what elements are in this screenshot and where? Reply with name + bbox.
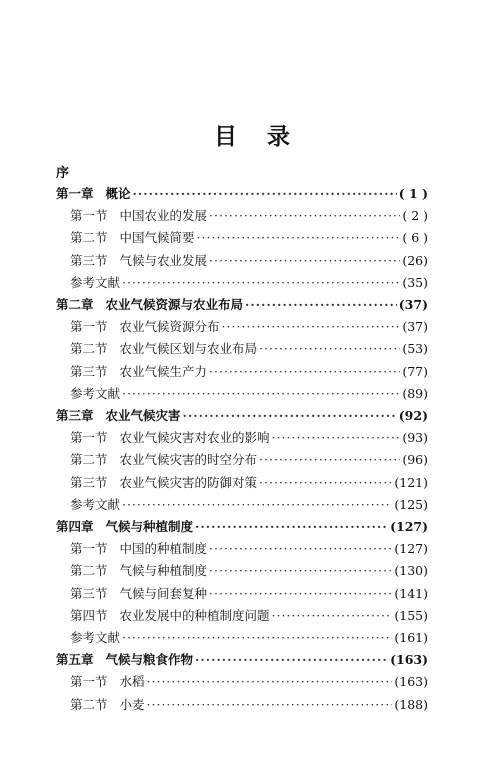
toc-page-number: (92) <box>398 408 428 423</box>
toc-title: 气候与种植制度 <box>105 519 194 534</box>
toc-title: 农业气候灾害的时空分布 <box>119 452 258 468</box>
toc-label: 参考文献 <box>70 274 121 290</box>
dot-leader <box>222 316 401 338</box>
toc-label: 第二章 <box>56 297 94 312</box>
toc-section-row <box>0 605 504 627</box>
toc-label: 参考文献 <box>70 630 121 645</box>
toc-title: 概论 <box>105 186 131 201</box>
toc-label: 第三节 <box>70 252 108 268</box>
toc-label: 参考文献 <box>70 496 121 512</box>
dot-leader <box>209 250 400 272</box>
dot-leader <box>122 383 400 405</box>
dot-leader <box>147 671 393 693</box>
toc-section-row <box>0 361 504 383</box>
dot-leader <box>122 494 392 516</box>
toc-section-row <box>0 538 504 560</box>
toc-title: 气候与间套复种 <box>119 585 208 601</box>
toc-reference-row <box>0 272 504 294</box>
toc-page-number: (96) <box>402 452 428 468</box>
toc-page-number: (53) <box>402 341 428 357</box>
toc-reference-row <box>0 627 504 649</box>
toc-label: 参考文献 <box>70 385 121 401</box>
toc-title: 农业气候灾害的防御对策 <box>119 474 258 490</box>
dot-leader <box>259 449 400 471</box>
toc-section-row <box>0 316 504 338</box>
dot-leader <box>122 627 392 649</box>
toc-label: 第二节 <box>70 341 108 357</box>
toc-title: 气候与粮食作物 <box>105 652 194 668</box>
toc-title: 农业气候资源分布 <box>119 319 220 335</box>
toc-label: 第三章 <box>56 408 94 423</box>
dot-leader <box>209 361 400 383</box>
toc-page-number: (141) <box>394 585 428 601</box>
toc-page-number: (127) <box>394 541 428 557</box>
toc-title: 气候与种植制度 <box>119 563 208 579</box>
toc-label: 第一章 <box>56 186 94 201</box>
toc-reference-row <box>0 383 504 405</box>
toc-page-number: ( 2 ) <box>402 208 428 224</box>
toc-section-row <box>0 338 504 360</box>
toc-page-number: (161) <box>394 630 428 645</box>
dot-leader <box>209 538 392 560</box>
dot-leader <box>183 405 397 427</box>
toc-title: 中国农业的发展 <box>119 208 208 224</box>
toc-page-number: (121) <box>394 474 428 490</box>
dot-leader <box>209 205 400 227</box>
toc-title: 水稻 <box>119 674 145 690</box>
toc-page-number: (188) <box>394 696 428 712</box>
page-title: 目录 <box>214 123 320 150</box>
toc-label: 第四章 <box>56 519 94 534</box>
toc-section-row <box>0 205 504 227</box>
toc-page-number: (26) <box>402 252 428 268</box>
toc-label: 第一节 <box>70 541 108 557</box>
toc-page-number: (125) <box>394 496 428 512</box>
dot-leader <box>147 694 393 716</box>
dot-leader <box>122 272 400 294</box>
toc-page-number: (127) <box>390 519 428 534</box>
toc-chapter-row <box>0 649 504 671</box>
toc-label: 第二节 <box>70 696 108 712</box>
toc-section-row <box>0 449 504 471</box>
toc-title: 农业气候灾害对农业的影响 <box>119 430 270 446</box>
toc-page-number: (155) <box>394 607 428 623</box>
toc-section-row <box>0 427 504 449</box>
toc-page-number: (77) <box>402 363 428 379</box>
toc-title: 农业气候灾害 <box>105 408 181 423</box>
toc-page-number: ( 1 ) <box>398 186 428 201</box>
toc-title: 农业气候资源与农业布局 <box>105 297 244 312</box>
dot-leader <box>259 472 392 494</box>
toc-reference-row <box>0 494 504 516</box>
toc-chapter-row <box>0 405 504 427</box>
toc-section-row <box>0 583 504 605</box>
toc-title: 农业发展中的种植制度问题 <box>119 607 270 623</box>
toc-title: 农业气候生产力 <box>119 363 208 379</box>
toc-chapter-row <box>0 294 504 316</box>
toc-label: 第二节 <box>70 563 108 579</box>
dot-leader <box>259 338 400 360</box>
toc-page-number: (130) <box>394 563 428 579</box>
dot-leader <box>209 583 392 605</box>
toc-section-row <box>0 472 504 494</box>
preface-entry: 序 <box>56 166 70 181</box>
toc-page-number: (37) <box>398 297 428 312</box>
toc-chapter-row <box>0 516 504 538</box>
toc-label: 第二节 <box>70 452 108 468</box>
toc-title: 农业气候区划与农业布局 <box>119 341 258 357</box>
dot-leader <box>245 294 397 316</box>
toc-label: 第一节 <box>70 319 108 335</box>
toc-label: 第五章 <box>56 652 94 668</box>
dot-leader <box>195 516 388 538</box>
toc-label: 第三节 <box>70 363 108 379</box>
toc-page-number: (35) <box>402 274 428 290</box>
toc-label: 第二节 <box>70 230 108 246</box>
toc-label: 第一节 <box>70 674 108 690</box>
toc-section-row <box>0 560 504 582</box>
toc-label: 第三节 <box>70 474 108 490</box>
dot-leader <box>133 183 397 205</box>
toc-chapter-row <box>0 183 504 205</box>
toc-label: 第三节 <box>70 585 108 601</box>
toc-section-row <box>0 250 504 272</box>
dot-leader <box>272 427 401 449</box>
toc-section-row <box>0 694 504 716</box>
toc-section-row <box>0 227 504 249</box>
toc-page-number: (89) <box>402 385 428 401</box>
dot-leader <box>197 227 401 249</box>
toc-label: 第四节 <box>70 607 108 623</box>
toc-label: 第一节 <box>70 430 108 446</box>
toc-section-row <box>0 671 504 693</box>
dot-leader <box>272 605 393 627</box>
toc-page-number: (163) <box>394 674 428 690</box>
toc-title: 中国的种植制度 <box>119 541 208 557</box>
toc-page-number: (37) <box>402 319 428 335</box>
toc-label: 第一节 <box>70 208 108 224</box>
toc-page-number: (163) <box>390 652 428 668</box>
dot-leader <box>209 560 392 582</box>
toc-title: 小麦 <box>119 696 145 712</box>
toc-page-number: (93) <box>402 430 428 446</box>
dot-leader <box>195 649 388 671</box>
toc-title: 中国气候简要 <box>119 230 195 246</box>
toc-page-number: ( 6 ) <box>402 230 428 246</box>
toc-title: 气候与农业发展 <box>119 252 208 268</box>
